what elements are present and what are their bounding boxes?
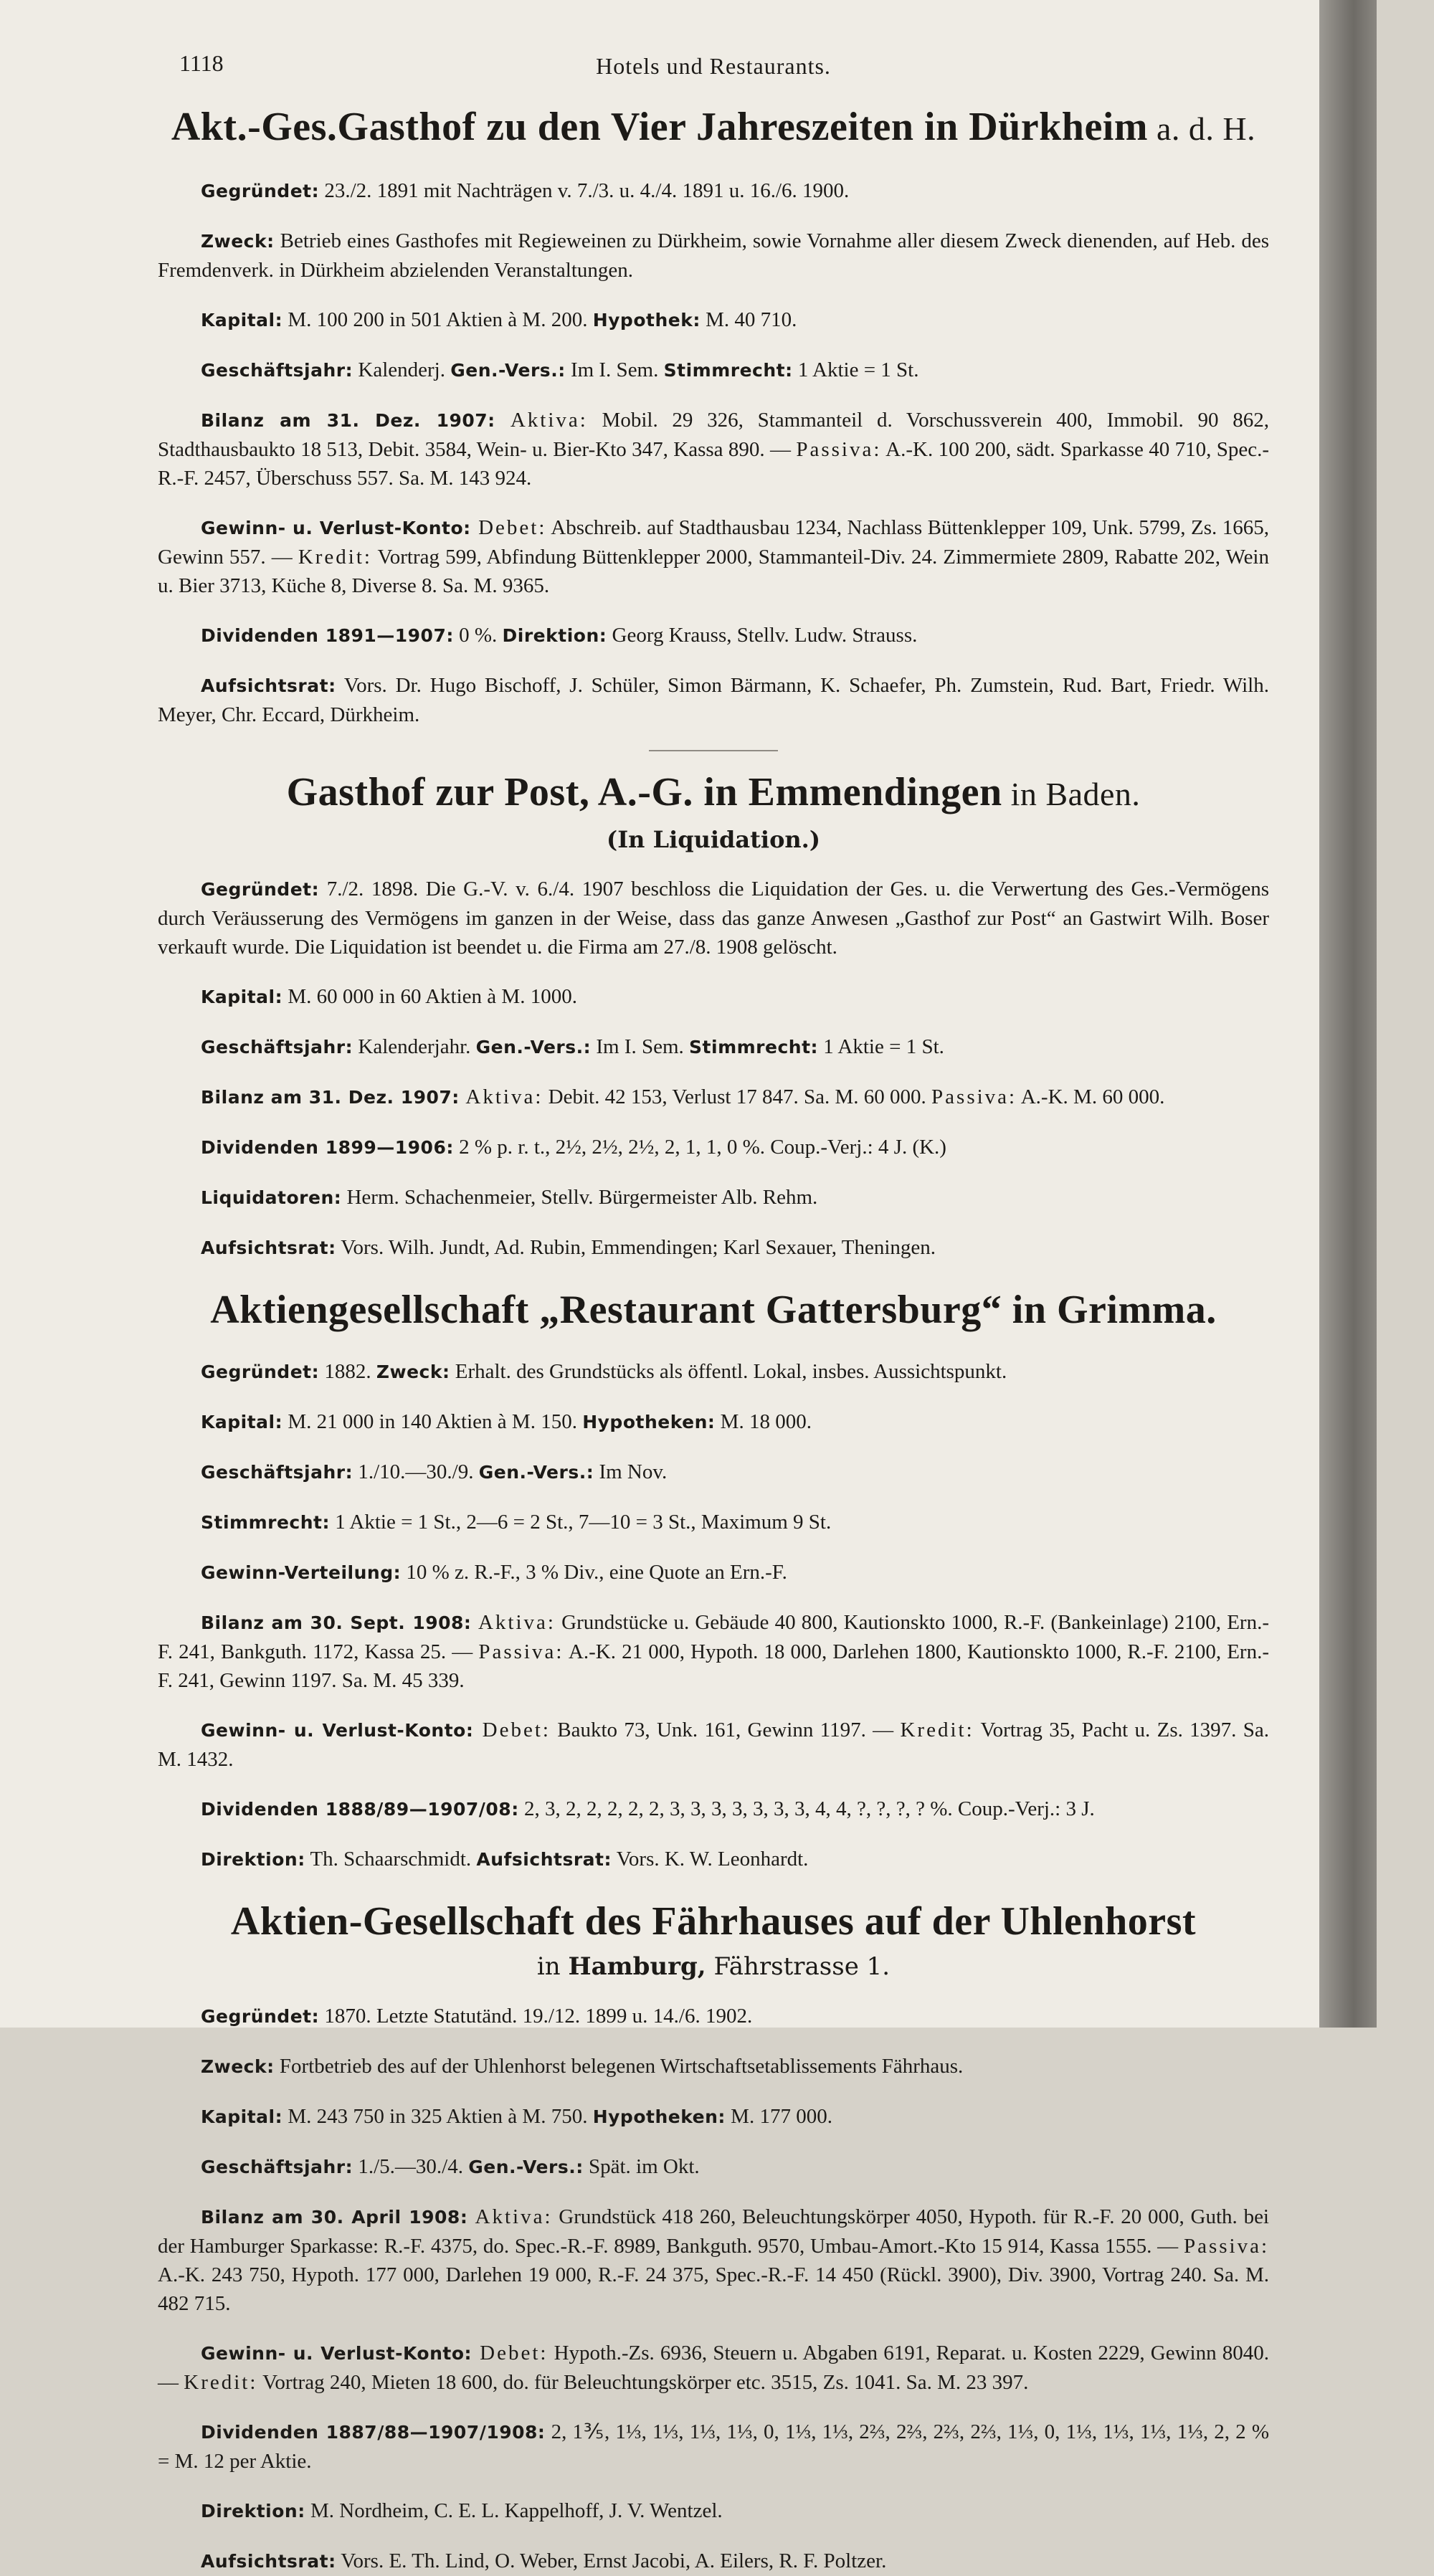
- row-fiscal: [158, 1032, 1269, 1062]
- entry-title: Aktiengesellschaft „Restaurant Gattersburg“ in Grimma.: [210, 1288, 1217, 1332]
- entry-title-location: in Baden.: [1002, 776, 1141, 812]
- value: 2, 1⅗, 1⅓, 1⅓, 1⅓, 1⅓, 0, 1⅓, 1⅓, 2⅔, 2⅔, 2⅔, 2⅔, 1⅓, 0, 1⅓, 1⅓, 1⅓, 1⅓, 2, 2 % = M. 12 per Aktie.: [158, 2420, 1270, 2473]
- value: A.-K. 243 750, Hypoth. 177 000, Darlehen 19 000, R.-F. 24 375, Spec.-R.-F. 14 450 (Rückl. 3900), Div. 3900, Vortrag 240. Sa. M. 482 715.: [158, 2263, 1269, 2315]
- label: Gewinn- u. Verlust-Konto:: [201, 2343, 472, 2364]
- row-voting: [158, 1508, 1269, 1537]
- value: M. 177 000.: [725, 2105, 832, 2128]
- label: Gegründet:: [201, 2006, 320, 2027]
- keyword: Passiva:: [1183, 2235, 1269, 2258]
- value: 1 Aktie = 1 St.: [818, 1035, 944, 1058]
- keyword: Aktiva:: [459, 1085, 543, 1108]
- value: A.-K. 100 200, sädt. Sparkasse 40 710, Spec.-R.-F. 2457, Überschuss 557. Sa. M. 143 924.: [158, 438, 1269, 490]
- row-balance: [158, 406, 1269, 493]
- value: 23./2. 1891 mit Nachträgen v. 7./3. u. 4./4. 1891 u. 16./6. 1900.: [319, 179, 850, 202]
- value: 1./5.—30./4.: [353, 2155, 469, 2178]
- label: Dividenden 1887/88—1907/1908:: [201, 2422, 546, 2443]
- value: Fortbetrieb des auf der Uhlenhorst belegenen Wirtschaftsetablissements Fährhaus.: [274, 2055, 964, 2078]
- value: Im I. Sem.: [591, 1035, 690, 1058]
- keyword: Debet:: [470, 516, 547, 539]
- label: Kapital:: [201, 310, 283, 331]
- running-head: Hotels und Restaurants.: [596, 53, 831, 79]
- location-city: Hamburg,: [568, 1952, 706, 1981]
- value: Vors. K. W. Leonhardt.: [611, 1848, 809, 1871]
- value: Grundstück 418 260, Beleuchtungskörper 4050, Hypoth. für R.-F. 20 000, Guth. bei der Hamburger Sparkasse: R.-F. 4375, do. Spec.-R.-F. 8989, Bankguth. 9570, Umbau-Amort.-Kto 15 914, Kassa 1555. —: [158, 2205, 1269, 2258]
- keyword: Debet:: [472, 2342, 549, 2364]
- value: A.-K. M. 60 000.: [1017, 1085, 1165, 1108]
- label: Direktion:: [201, 2501, 305, 2522]
- label: Aufsichtsrat:: [476, 1849, 612, 1870]
- row-fiscal: [158, 1458, 1269, 1487]
- value: 7./2. 1898. Die G.-V. v. 6./4. 1907 beschloss die Liquidation der Ges. u. die Verwertung des Ges.-Vermögens durch Veräusserung des Vermögens im ganzen in der Weise, dass das ganze Anwesen „Gasthof zur Post“ an Gastwirt Wilh. Boser verkauft wurde. Die Liquidation ist beendet u. die Firma am 27./8. 1908 gelöscht.: [158, 878, 1269, 959]
- value: Spät. im Okt.: [583, 2155, 700, 2178]
- value: M. 21 000 in 140 Aktien à M. 150.: [282, 1410, 583, 1433]
- label: Geschäftsjahr:: [201, 2157, 353, 2177]
- row-fiscal: [158, 2152, 1269, 2182]
- row-dividends: [158, 621, 1269, 650]
- keyword: Passiva:: [478, 1640, 564, 1663]
- keyword: Aktiva:: [471, 1611, 556, 1634]
- value: Th. Schaarschmidt.: [305, 1848, 477, 1871]
- value: 1./10.—30./9.: [353, 1460, 479, 1483]
- entry-title-location: a. d. H.: [1148, 110, 1256, 147]
- page-number: 1118: [179, 50, 224, 76]
- entry-uhlenhorst: [158, 1895, 1269, 2576]
- row-dividends: [158, 2418, 1269, 2476]
- value: M. 40 710.: [700, 308, 797, 331]
- row-founded: [158, 2002, 1269, 2031]
- label: Geschäftsjahr:: [201, 360, 353, 381]
- entry-duerkheim: [158, 100, 1269, 729]
- label: Direktion:: [201, 1849, 305, 1870]
- row-capital: [158, 2102, 1269, 2131]
- value: Abschreib. auf Stadthausbau 1234, Nachlass Büttenklepper 109, Unk. 5799, Zs. 1665, Gewinn 557. —: [158, 516, 1269, 569]
- label: Hypothek:: [592, 310, 701, 331]
- keyword: Kredit:: [184, 2371, 258, 2394]
- value: Kalenderj.: [353, 358, 451, 381]
- label: Geschäftsjahr:: [201, 1462, 353, 1483]
- label: Stimmrecht:: [201, 1512, 330, 1533]
- label: Bilanz am 31. Dez. 1907:: [201, 1087, 460, 1108]
- row-profit-loss: [158, 2339, 1269, 2397]
- value: M. 18 000.: [715, 1410, 812, 1433]
- row-purpose: [158, 227, 1269, 285]
- label: Stimmrecht:: [689, 1037, 819, 1058]
- label: Zweck:: [201, 231, 275, 252]
- keyword: Passiva:: [796, 438, 882, 461]
- label: Zweck:: [376, 1361, 450, 1382]
- row-balance: [158, 1608, 1269, 1695]
- value: Vortrag 599, Abfindung Büttenklepper 2000, Stammanteil-Div. 24. Zimmermiete 2809, Rabatte 202, Wein u. Bier 3713, Küche 8, Diverse 8. Sa. M. 9365.: [158, 546, 1269, 597]
- row-dividends: [158, 1133, 1269, 1162]
- value: A.-K. 21 000, Hypoth. 18 000, Darlehen 1800, Kautionskto 1000, R.-F. 2100, Ern.-F. 241, Gewinn 1197. Sa. M. 45 339.: [158, 1640, 1270, 1692]
- label: Dividenden 1888/89—1907/08:: [201, 1799, 519, 1820]
- value: 10 % z. R.-F., 3 % Div., eine Quote an Ern.-F.: [401, 1561, 787, 1584]
- row-fiscal: [158, 356, 1269, 385]
- row-profit-loss: [158, 513, 1269, 600]
- value: Vors. Wilh. Jundt, Ad. Rubin, Emmendingen; Karl Sexauer, Theningen.: [336, 1236, 936, 1259]
- value: Im I. Sem.: [565, 358, 664, 381]
- row-founded: [158, 176, 1269, 206]
- label: Kapital:: [201, 987, 283, 1007]
- row-management: [158, 1845, 1269, 1874]
- value: Betrieb eines Gasthofes mit Regieweinen zu Dürkheim, sowie Vornahme aller diesem Zweck dienenden, auf Heb. des Fremdenverk. in Dürkheim abzielenden Veranstaltungen.: [158, 229, 1269, 282]
- label: Bilanz am 30. Sept. 1908:: [201, 1612, 472, 1633]
- label: Liquidatoren:: [201, 1187, 342, 1208]
- row-founded: [158, 875, 1269, 961]
- label: Geschäftsjahr:: [201, 1037, 353, 1058]
- label: Gen.-Vers.:: [468, 2157, 584, 2177]
- row-capital: [158, 305, 1269, 335]
- book-spine: [1319, 0, 1377, 2028]
- keyword: Kredit:: [900, 1719, 974, 1741]
- label: Hypotheken:: [582, 1412, 716, 1432]
- page-header: [158, 43, 1269, 86]
- label: Bilanz am 31. Dez. 1907:: [201, 410, 495, 431]
- keyword: Kredit:: [298, 546, 372, 569]
- row-supervisory-board: [158, 2547, 1269, 2576]
- value: 2 % p. r. t., 2½, 2½, 2½, 2, 1, 1, 0 %. Coup.-Verj.: 4 J. (K.): [453, 1136, 946, 1159]
- entry-subtitle: (In Liquidation.): [607, 826, 820, 853]
- value: M. 60 000 in 60 Aktien à M. 1000.: [282, 985, 577, 1008]
- label: Gewinn-Verteilung:: [201, 1562, 402, 1583]
- value: Herm. Schachenmeier, Stellv. Bürgermeister Alb. Rehm.: [341, 1186, 818, 1209]
- row-management: [158, 2496, 1269, 2526]
- value: M. 100 200 in 501 Aktien à M. 200.: [282, 308, 593, 331]
- label: Stimmrecht:: [663, 360, 793, 381]
- row-profit-loss: [158, 1716, 1269, 1774]
- label: Gen.-Vers.:: [478, 1462, 594, 1483]
- label: Dividenden 1891—1907:: [201, 625, 454, 646]
- value: Baukto 73, Unk. 161, Gewinn 1197. —: [550, 1719, 901, 1741]
- row-capital: [158, 1407, 1269, 1437]
- label: Gewinn- u. Verlust-Konto:: [201, 1720, 474, 1741]
- entry-title: [158, 100, 1269, 156]
- row-dividends: [158, 1795, 1269, 1824]
- value: Im Nov.: [594, 1460, 668, 1483]
- value: Hypoth.-Zs. 6936, Steuern u. Abgaben 6191, Reparat. u. Kosten 2229, Gewinn 8040. —: [158, 2342, 1269, 2394]
- value: M. 243 750 in 325 Aktien à M. 750.: [282, 2105, 593, 2128]
- value: Debit. 42 153, Verlust 17 847. Sa. M. 60 000.: [543, 1085, 932, 1108]
- label: Bilanz am 30. April 1908:: [201, 2207, 468, 2228]
- value: 1882.: [319, 1360, 376, 1383]
- keyword: Debet:: [473, 1719, 551, 1741]
- row-balance: [158, 1083, 1269, 1112]
- entry-grimma: [158, 1283, 1269, 1874]
- entry-emmendingen: [158, 766, 1269, 1263]
- divider: [649, 750, 778, 751]
- row-supervisory-board: [158, 671, 1269, 729]
- location-street: Fährstrasse 1.: [706, 1952, 891, 1981]
- value: Vors. Dr. Hugo Bischoff, J. Schüler, Simon Bärmann, K. Schaefer, Ph. Zumstein, Rud. Bart, Friedr. Wilh. Meyer, Chr. Eccard, Dürkheim.: [158, 674, 1269, 726]
- keyword: Aktiva:: [467, 2205, 553, 2228]
- label: Gegründet:: [201, 181, 320, 201]
- entry-title: Aktien-Gesellschaft des Fährhauses auf der Uhlenhorst: [230, 1899, 1197, 1944]
- label: Gen.-Vers.:: [450, 360, 566, 381]
- value: 1 Aktie = 1 St., 2—6 = 2 St., 7—10 = 3 St., Maximum 9 St.: [329, 1511, 832, 1534]
- row-profit-distribution: [158, 1558, 1269, 1587]
- row-balance: [158, 2202, 1269, 2318]
- row-founded: [158, 1357, 1269, 1387]
- row-supervisory-board: [158, 1233, 1269, 1263]
- label: Direktion:: [502, 625, 607, 646]
- value: Mobil. 29 326, Stammanteil d. Vorschussverein 400, Immobil. 90 862, Stadthausbaukto 18 513, Debit. 3584, Wein- u. Bier-Kto 347, Kassa 890. —: [158, 409, 1269, 461]
- label: Kapital:: [201, 1412, 283, 1432]
- value: 2, 3, 2, 2, 2, 2, 2, 3, 3, 3, 3, 3, 3, 3, 4, 4, ?, ?, ?, ? %. Coup.-Verj.: 3 J.: [518, 1797, 1095, 1820]
- row-liquidators: [158, 1183, 1269, 1212]
- value: Grundstücke u. Gebäude 40 800, Kautionskto 1000, R.-F. (Bankeinlage) 2100, Ern.-F. 241, Bankguth. 1172, Kassa 25. —: [158, 1611, 1269, 1663]
- label: Aufsichtsrat:: [201, 1237, 336, 1258]
- value: Vortrag 35, Pacht u. Zs. 1397. Sa. M. 1432.: [158, 1719, 1269, 1771]
- value: Vors. E. Th. Lind, O. Weber, Ernst Jacobi, A. Eilers, R. F. Poltzer.: [336, 2549, 887, 2572]
- value: 0 %.: [453, 624, 503, 647]
- entry-title: [158, 766, 1269, 821]
- label: Kapital:: [201, 2106, 283, 2127]
- value: Kalenderjahr.: [353, 1035, 476, 1058]
- entry-title-main: Akt.-Ges.Gasthof zu den Vier Jahreszeiten in Dürkheim: [171, 105, 1149, 149]
- value: 1 Aktie = 1 St.: [792, 358, 919, 381]
- label: Gegründet:: [201, 879, 320, 900]
- label: Gewinn- u. Verlust-Konto:: [201, 518, 471, 538]
- row-capital: [158, 982, 1269, 1012]
- value: Georg Krauss, Stellv. Ludw. Strauss.: [607, 624, 918, 647]
- label: Gen.-Vers.:: [475, 1037, 592, 1058]
- label: Gegründet:: [201, 1361, 320, 1382]
- value: M. Nordheim, C. E. L. Kappelhoff, J. V. Wentzel.: [305, 2499, 723, 2522]
- label: Zweck:: [201, 2056, 275, 2077]
- value: Erhalt. des Grundstücks als öffentl. Lokal, insbes. Aussichtspunkt.: [450, 1360, 1007, 1383]
- location-prefix: in: [536, 1952, 569, 1981]
- label: Aufsichtsrat:: [201, 675, 336, 696]
- label: Dividenden 1899—1906:: [201, 1137, 454, 1158]
- label: Aufsichtsrat:: [201, 2551, 336, 2572]
- keyword: Aktiva:: [495, 409, 588, 432]
- keyword: Passiva:: [931, 1085, 1017, 1108]
- value: 1870. Letzte Statutänd. 19./12. 1899 u. 14./6. 1902.: [319, 2005, 753, 2028]
- label: Hypotheken:: [592, 2106, 726, 2127]
- entry-title-main: Gasthof zur Post, A.-G. in Emmendingen: [286, 770, 1002, 814]
- value: Vortrag 240, Mieten 18 600, do. für Beleuchtungskörper etc. 3515, Zs. 1041. Sa. M. 23 397.: [257, 2371, 1029, 2394]
- entry-location: [158, 1952, 1269, 1981]
- row-purpose: [158, 2052, 1269, 2081]
